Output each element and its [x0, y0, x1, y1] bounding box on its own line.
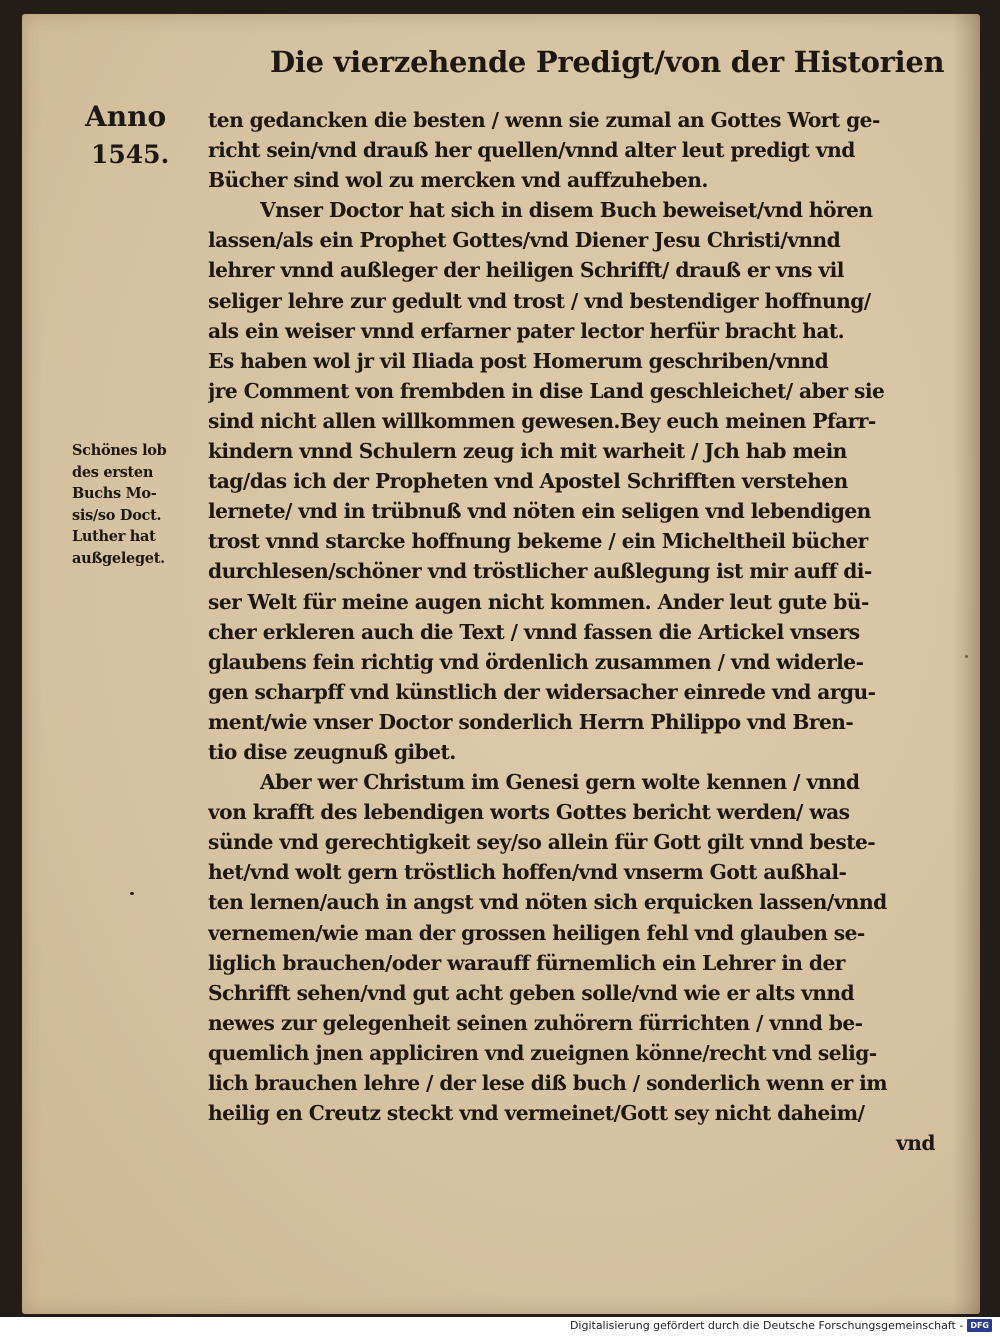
text-line: als ein weiser vnnd erfarner pater lector herfür bracht hat. — [208, 318, 845, 343]
body-text — [208, 105, 943, 1158]
ink-speck — [965, 655, 968, 658]
text-line: Bücher sind wol zu mercken vnd auffzuheben. — [208, 168, 708, 193]
text-line: von krafft des lebendigen worts Gottes bericht werden/ was — [208, 800, 850, 825]
text-line: jre Comment von frembden in dise Land geschleichet/ aber sie — [208, 378, 885, 403]
dfg-logo: DFG — [967, 1319, 992, 1332]
text-line: gen scharpff vnd künstlich der widersacher einrede vnd argu- — [208, 679, 876, 704]
anno-year: 1545. — [91, 140, 170, 169]
text-line: cher erkleren auch die Text / vnnd fassen die Artickel vnsers — [208, 619, 860, 644]
text-line: ten lernen/auch in angst vnd nöten sich erquicken lassen/vnnd — [208, 890, 887, 915]
anno-label: Anno — [85, 100, 167, 133]
text-line: ment/wie vnser Doctor sonderlich Herrn Philippo vnd Bren- — [208, 709, 854, 734]
text-line: newes zur gelegenheit seinen zuhörern fürrichten / vnnd be- — [208, 1010, 863, 1035]
text-line: Aber wer Christum im Genesi gern wolte kennen / vnnd — [260, 770, 860, 795]
margin-note-line: Luther hat — [72, 528, 156, 545]
text-line: tio dise zeugnuß gibet. — [208, 739, 456, 764]
text-line: Vnser Doctor hat sich in disem Buch beweiset/vnd hören — [260, 198, 873, 223]
text-line: ser Welt für meine augen nicht kommen. Ander leut gute bü- — [208, 589, 869, 614]
text-line: durchlesen/schöner vnd tröstlicher außlegung ist mir auff di- — [208, 559, 872, 584]
catchword: vnd — [896, 1131, 935, 1156]
footer-credit — [570, 1319, 992, 1332]
text-line: heilig en Creutz steckt vnd vermeinet/Gott sey nicht daheim/ — [208, 1101, 865, 1126]
margin-note-line: Schönes lob — [72, 442, 167, 459]
margin-note — [72, 440, 222, 569]
margin-note-line: des ersten — [72, 463, 154, 481]
text-line: sünde vnd gerechtigkeit sey/so allein für Gott gilt vnnd beste- — [208, 830, 876, 855]
text-line: lernete/ vnd in trübnuß vnd nöten ein seligen vnd lebendigen — [208, 499, 871, 524]
text-line: seliger lehre zur gedult vnd trost / vnd bestendiger hoffnung/ — [208, 288, 871, 313]
margin-note-line: sis/so Doct. — [72, 506, 162, 524]
running-head: Die vierzehende Predigt/von der Historien — [270, 45, 945, 79]
text-line: Schrifft sehen/vnd gut acht geben solle/vnd wie er alts vnnd — [208, 980, 855, 1005]
text-line: lehrer vnnd außleger der heiligen Schrifft/ drauß er vns vil — [208, 258, 844, 283]
text-line: richt sein/vnd drauß her quellen/vnnd alter leut predigt vnd — [208, 138, 855, 163]
text-line: liglich brauchen/oder warauff fürnemlich ein Lehrer in der — [208, 950, 845, 975]
margin-note-line: Buchs Mo- — [72, 485, 157, 502]
margin-note-line: außgeleget. — [72, 549, 165, 567]
anno-marker — [85, 98, 195, 174]
text-line: quemlich jnen appliciren vnd zueignen könne/recht vnd selig- — [208, 1040, 877, 1065]
page-edge-shadow — [952, 14, 980, 1314]
text-line: ten gedancken die besten / wenn sie zumal an Gottes Wort ge- — [208, 108, 880, 132]
text-line: vernemen/wie man der grossen heiligen fehl vnd glauben se- — [208, 920, 865, 945]
text-line: trost vnnd starcke hoffnung bekeme / ein Micheltheil bücher — [208, 529, 868, 554]
text-line: glaubens fein richtig vnd ördenlich zusammen / vnd widerle- — [208, 649, 864, 674]
text-line: lich brauchen lehre / der lese diß buch / sonderlich wenn er im — [208, 1071, 888, 1095]
text-line: sind nicht allen willkommen gewesen.Bey euch meinen Pfarr- — [208, 408, 876, 433]
text-line: kindern vnnd Schulern zeug ich mit warheit / Jch hab mein — [208, 439, 847, 464]
footer-credit-text: Digitalisierung gefördert durch die Deutsche Forschungsgemeinschaft - — [569, 1319, 964, 1332]
text-line: lassen/als ein Prophet Gottes/vnd Diener Jesu Christi/vnnd — [208, 228, 841, 253]
text-line: tag/das ich der Propheten vnd Apostel Schrifften verstehen — [208, 469, 848, 494]
text-line: Es haben wol jr vil Iliada post Homerum geschriben/vnnd — [208, 348, 829, 373]
ink-speck — [130, 892, 134, 895]
text-line: het/vnd wolt gern tröstlich hoffen/vnd vnserm Gott außhal- — [208, 860, 847, 885]
